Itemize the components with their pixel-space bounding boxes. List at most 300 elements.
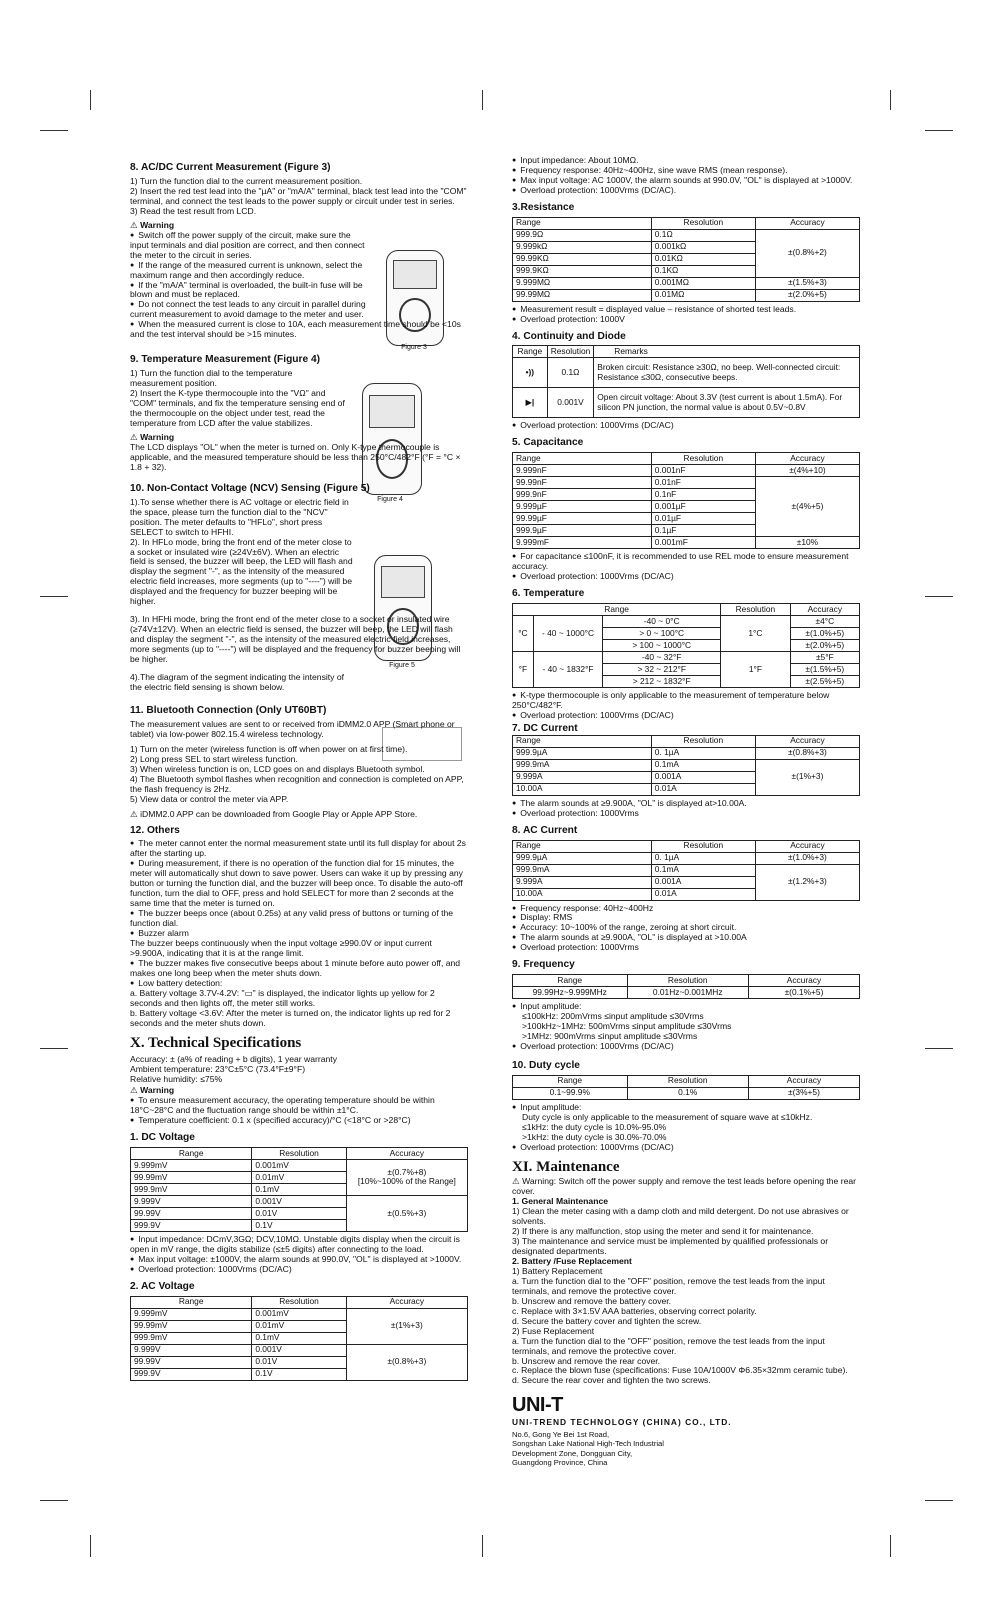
table-header-row xyxy=(513,840,860,852)
accuracy-cell: ±(2.0%+5) xyxy=(755,289,859,301)
column-header: Resolution xyxy=(651,453,755,465)
unit-cell: °C xyxy=(513,616,534,652)
range-cell: 99.99V xyxy=(131,1207,252,1219)
resistance-table xyxy=(512,217,860,302)
range-cell: 9.999µF xyxy=(513,501,652,513)
bullet-item: ● Overload protection: 1000V xyxy=(512,315,860,325)
remarks-cell: Broken circuit: Resistance ≥30Ω, no beep. Well-connected circuit: Resistance ≤30Ω, consecutive beeps. xyxy=(594,358,860,388)
table-row xyxy=(513,537,860,549)
column-header: Accuracy xyxy=(790,604,859,616)
accuracy-cell: ±(1.5%+5) xyxy=(790,664,859,676)
bullet-item: ● Overload protection: 1000Vrms (DC/AC) xyxy=(512,1042,860,1052)
resolution-cell: 0.01V xyxy=(252,1356,346,1368)
crop-mark xyxy=(925,1500,953,1501)
range-cell: 9.999mF xyxy=(513,537,652,549)
accuracy-cell: ±(1.0%+3) xyxy=(755,852,859,864)
resolution-cell: 0.001V xyxy=(252,1195,346,1207)
accuracy-cell: ±(2.5%+5) xyxy=(790,676,859,688)
range-cell: 99.99nF xyxy=(513,477,652,489)
range-cell: 99.99V xyxy=(131,1356,252,1368)
resolution-cell: 0.1KΩ xyxy=(651,265,755,277)
column-header: Resolution xyxy=(651,217,755,229)
column-header: Accuracy xyxy=(346,1147,467,1159)
step-line: 2). In HFLo mode, bring the front end of the meter close to a socket or insulated wire (≥24V±6V). When an electric field is sensed, the buzzer will beep, the LED will flash and display the segment "-", as the intensity of the measured electric field increases, more segments (up to "----") will be displayed and the frequency for buzzer beeping will be higher. xyxy=(130,536,353,607)
bullet-item: ● Low battery detection: xyxy=(130,979,468,989)
accuracy-note: [10%~100% of the Range] xyxy=(357,1176,456,1187)
bullet-item: ● The meter cannot enter the normal measurement state until its full display for about 2s after the starting up. xyxy=(130,839,468,859)
maintenance-line: 1) Battery Replacement xyxy=(512,1265,603,1276)
bullet-item: ● For capacitance ≤100nF, it is recommended to use REL mode to ensure measurement accuracy. xyxy=(512,552,860,572)
accuracy-cell: ±5°F xyxy=(790,652,859,664)
bullet-item: ● Buzzer alarm The buzzer beeps continuously when the input voltage ≥990.0V or input current >9.900A, indicating that it is at the range limit. xyxy=(130,929,468,959)
resolution-cell: 0.001µF xyxy=(651,501,755,513)
bullet-item: ● K-type thermocouple is only applicable to the measurement of temperature below 250°C/482°F. xyxy=(512,691,860,711)
range-cell: 9.999MΩ xyxy=(513,277,652,289)
note-line: >1kHz: the duty cycle is 30.0%-70.0% xyxy=(522,1131,667,1142)
warning-label: Warning xyxy=(140,219,175,230)
maintenance-line: a. Turn the function dial to the "OFF" position, remove the test leads from the input terminals, and remove the protective cover. xyxy=(512,1275,825,1296)
column-header: Range xyxy=(131,1147,252,1159)
figure-3-caption: Figure 3 xyxy=(401,344,427,351)
range-cell: 999.9mV xyxy=(131,1183,252,1195)
subrange-cell: > 32 ~ 212°F xyxy=(603,664,721,676)
bullet-item: ● When the measured current is close to 10A, each measurement time should be <10s and the test interval should be >15 minutes. xyxy=(130,320,468,340)
bullet-item: ● Max input voltage: AC 1000V, the alarm sounds at 990.0V, "OL" is displayed at >1000V. xyxy=(512,176,860,186)
accuracy-value: ±(0.7%+8) xyxy=(387,1166,427,1177)
bullet-item: ● The alarm sounds at ≥9.900A, "OL" is displayed at >10.00A xyxy=(512,933,860,943)
resolution-cell: 0.01V xyxy=(252,1207,346,1219)
diode-icon: ▶| xyxy=(513,388,548,418)
bullet-item: ● Overload protection: 1000Vrms (DC/AC) xyxy=(512,572,860,582)
accuracy-cell: ±(1.5%+3) xyxy=(755,277,859,289)
subrange-cell: > 212 ~ 1832°F xyxy=(603,676,721,688)
section-title: 4. Continuity and Diode xyxy=(512,330,626,342)
address-line: No.6, Gong Ye Bei 1st Road, xyxy=(512,1430,610,1440)
resolution-cell: 0.1µF xyxy=(651,525,755,537)
note-line: Duty cycle is only applicable to the measurement of square wave at ≤10kHz. xyxy=(522,1111,813,1122)
accuracy-cell: ±(1%+3) xyxy=(755,759,859,795)
bullet-item: ● Overload protection: 1000Vrms xyxy=(512,943,860,953)
bullet-item: ● Max input voltage: ±1000V, the alarm sounds at 990.0V, "OL" is displayed at >1000V. xyxy=(130,1255,468,1265)
maintenance-line: b. Unscrew and remove the battery cover. xyxy=(512,1295,672,1306)
resolution-cell: 0.1mV xyxy=(252,1332,346,1344)
resolution-cell: 0.1Ω xyxy=(547,358,594,388)
resolution-cell: 0.01KΩ xyxy=(651,253,755,265)
warning-label: Warning xyxy=(140,431,175,442)
table-header-row xyxy=(513,735,860,747)
table-row xyxy=(131,1344,468,1356)
table-header-row xyxy=(513,975,860,987)
crop-mark xyxy=(40,1048,68,1049)
table-row xyxy=(513,616,860,628)
column-header: Resolution xyxy=(547,346,594,358)
chapter-title: X. Technical Specifications xyxy=(130,1034,302,1051)
table-row xyxy=(513,852,860,864)
step-line: 1).To sense whether there is AC voltage or electric field in the space, please turn the function dial to the "NCV" position. The meter defaults to "HFLo", short press SELECT to switch to HFHI. xyxy=(130,496,349,537)
range-cell: 9.999V xyxy=(131,1344,252,1356)
accuracy-cell: ±(4%+10) xyxy=(755,465,859,477)
table-row xyxy=(513,864,860,876)
section-title: 3.Resistance xyxy=(512,201,575,213)
range-cell: - 40 ~ 1832°F xyxy=(533,652,602,688)
column-header: Accuracy xyxy=(755,840,859,852)
crop-mark xyxy=(890,1535,891,1557)
resolution-cell: 0.001mV xyxy=(252,1159,346,1171)
maintenance-line: a. Turn the function dial to the "OFF" position, remove the test leads from the input terminals, and remove the protective cover. xyxy=(512,1335,825,1356)
resolution-cell: 0. 1µA xyxy=(651,852,755,864)
resolution-cell: 0. 1µA xyxy=(651,747,755,759)
crop-mark xyxy=(90,1535,91,1557)
accuracy-cell: ±(3%+5) xyxy=(748,1087,859,1099)
crop-mark xyxy=(925,596,953,597)
resolution-cell: 0.001A xyxy=(651,771,755,783)
range-cell: 9.999kΩ xyxy=(513,241,652,253)
bullet-item: ● The alarm sounds at ≥9.900A, "OL" is displayed at>10.00A. xyxy=(512,799,860,809)
bullet-item: ● Display: RMS xyxy=(512,913,860,923)
accuracy-cell: ±(0.5%+3) xyxy=(346,1195,467,1231)
continuity-diode-table xyxy=(512,345,860,418)
resolution-cell: 1°F xyxy=(721,652,790,688)
bullet-item: ● Overload protection: 1000Vrms (DC/AC). xyxy=(512,186,860,196)
resolution-cell: 0.01A xyxy=(651,888,755,900)
crop-mark xyxy=(890,90,891,110)
chapter-title: XI. Maintenance xyxy=(512,1158,620,1175)
column-header: Accuracy xyxy=(748,1075,859,1087)
range-cell: 9.999mV xyxy=(131,1159,252,1171)
table-row xyxy=(513,747,860,759)
table-row xyxy=(513,229,860,241)
accuracy-cell: ±(2.0%+5) xyxy=(790,640,859,652)
warning-heading: ⚠ Warning xyxy=(130,431,175,442)
battery-line: a. Battery voltage 3.7V-4.2V: "▭" is displayed, the indicator lights up yellow for 2 seconds and then lights off, the meter still works. xyxy=(130,988,435,1008)
resolution-cell: 0.001V xyxy=(547,388,594,418)
column-header: Range xyxy=(513,453,652,465)
crop-mark xyxy=(482,1535,483,1557)
step-line: 2) Insert the red test lead into the "µA" or "mA/A" terminal, black test lead into the "COM" terminal, and connect the test leads to the power supply or circuit under test in series. xyxy=(130,185,467,206)
bullet-item: ● Overload protection: 1000Vrms (DC/AC) xyxy=(512,421,860,431)
range-cell: 0.1~99.9% xyxy=(513,1087,628,1099)
warning-label: Warning xyxy=(140,1085,175,1096)
resolution-cell: 0.01nF xyxy=(651,477,755,489)
range-cell: - 40 ~ 1000°C xyxy=(533,616,602,652)
temperature-note: The LCD displays "OL" when the meter is turned on. Only K-type thermocouple is applicable, and the measured temperature should be less than 250°C/482°F (°F = °C × 1.8 + 32). xyxy=(130,441,461,472)
table-row xyxy=(513,289,860,301)
company-address xyxy=(512,1430,860,1466)
unit-cell: °F xyxy=(513,652,534,688)
range-cell: 9.999A xyxy=(513,876,652,888)
brand-logo: UNI-T xyxy=(512,1394,563,1417)
step-line: 4) The Bluetooth symbol flashes when recognition and connection is completed on APP, the flash frequency is 2Hz. xyxy=(130,773,464,794)
ac-voltage-table xyxy=(130,1296,468,1381)
table-header-row xyxy=(513,217,860,229)
table-header-row xyxy=(513,1075,860,1087)
column-header: Accuracy xyxy=(346,1296,467,1308)
temperature-table xyxy=(512,603,860,688)
subrange-cell: > 0 ~ 100°C xyxy=(603,628,721,640)
warning-heading: ⚠ Warning xyxy=(130,1085,175,1096)
resolution-cell: 0.001mV xyxy=(252,1308,346,1320)
accuracy-cell: ±10% xyxy=(755,537,859,549)
step-line: 3) Read the test result from LCD. xyxy=(130,205,257,216)
warning-heading: ⚠ Warning xyxy=(130,219,175,230)
section-title: 10. Non-Contact Voltage (NCV) Sensing (Figure 5) xyxy=(130,482,370,494)
column-header: Resolution xyxy=(651,735,755,747)
bullet-item: ● Overload protection: 1000Vrms (DC/AC) xyxy=(130,1265,468,1275)
section-title: 7. DC Current xyxy=(512,722,578,734)
column-header: Range xyxy=(513,1075,628,1087)
resolution-cell: 0.001nF xyxy=(651,465,755,477)
column-header: Resolution xyxy=(627,1075,748,1087)
column-header: Resolution xyxy=(721,604,790,616)
column-header: Range xyxy=(513,604,721,616)
note-line: >1MHz: 900mVrms ≤input amplitude ≤30Vrms xyxy=(522,1031,698,1042)
remarks-cell: Open circuit voltage: About 3.3V (test current is about 1.5mA). For silicon PN junction, the normal value is about 0.5V~0.8V xyxy=(594,388,860,418)
range-cell: 999.9Ω xyxy=(513,229,652,241)
bullet-item: ● Overload protection: 1000Vrms (DC/AC) xyxy=(512,1143,860,1153)
resolution-cell: 0.1V xyxy=(252,1368,346,1380)
crop-mark xyxy=(90,90,91,110)
section-title: 8. AC Current xyxy=(512,824,578,836)
resolution-cell: 0.01mV xyxy=(252,1320,346,1332)
resolution-cell: 0.1nF xyxy=(651,489,755,501)
range-cell: 9.999nF xyxy=(513,465,652,477)
bullet-item: ● Input impedance: DCmV,3GΩ; DCV,10MΩ. Unstable digits display when the circuit is open in mV range, the digits stabilize (≤±5 digits) after connecting to the load. xyxy=(130,1235,468,1255)
subrange-cell: -40 ~ 32°F xyxy=(603,652,721,664)
range-cell: 99.99KΩ xyxy=(513,253,652,265)
resolution-cell: 0.01Hz~0.001MHz xyxy=(627,987,748,999)
table-row xyxy=(513,388,860,418)
spec-line: Ambient temperature: 23°C±5°C (73.4°F±9°F) xyxy=(130,1064,306,1075)
table-row xyxy=(513,759,860,771)
accuracy-cell: ±(0.8%+3) xyxy=(346,1344,467,1380)
resolution-cell: 0.01µF xyxy=(651,513,755,525)
resolution-cell: 0.1mA xyxy=(651,864,755,876)
bullet-item: ● If the "mA/A" terminal is overloaded, the built-in fuse will be blown and must be replaced. xyxy=(130,281,370,301)
maintenance-line: 2. Battery /Fuse Replacement xyxy=(512,1255,632,1266)
bullet-item: ● Frequency response: 40Hz~400Hz xyxy=(512,904,860,914)
address-line: Development Zone, Dongguan City, xyxy=(512,1448,633,1458)
accuracy-cell: ±(1%+3) xyxy=(346,1308,467,1344)
resolution-cell: 1°C xyxy=(721,616,790,652)
app-note: ⚠ iDMM2.0 APP can be downloaded from Google Play or Apple APP Store. xyxy=(130,808,418,819)
accuracy-cell: ±(0.1%+5) xyxy=(748,987,859,999)
range-cell: 999.9µF xyxy=(513,525,652,537)
accuracy-cell: ±4°C xyxy=(790,616,859,628)
column-header: Accuracy xyxy=(755,735,859,747)
column-header: Range xyxy=(513,840,652,852)
step-line: 2) Insert the K-type thermocouple into the "VΩ" and "COM" terminals, and fix the temperature sensing end of the thermocouple on the object under test, read the temperature from LCD after the value stabilizes. xyxy=(130,388,345,428)
resolution-cell: 0.001A xyxy=(651,876,755,888)
resolution-cell: 0.1Ω xyxy=(651,229,755,241)
range-cell: 999.9mA xyxy=(513,864,652,876)
resolution-cell: 0.001kΩ xyxy=(651,241,755,253)
section-title: 9. Frequency xyxy=(512,959,575,971)
maintenance-line: d. Secure the rear cover and tighten the two screws. xyxy=(512,1375,711,1386)
step-line: 4).The diagram of the segment indicating the intensity of the electric field sensing is shown below. xyxy=(130,672,345,693)
range-cell: 999.9V xyxy=(131,1368,252,1380)
column-header: Resolution xyxy=(252,1147,346,1159)
maintenance-line: 1) Clean the meter casing with a damp cloth and mild detergent. Do not use abrasives or solvents. xyxy=(512,1205,849,1226)
range-cell: 99.99Hz~9.999MHz xyxy=(513,987,628,999)
range-cell: 999.9mV xyxy=(131,1332,252,1344)
section-title: 5. Capacitance xyxy=(512,437,584,449)
step-line: 1) Turn the function dial to the temperature measurement position. xyxy=(130,368,293,389)
resolution-cell: 0.001V xyxy=(252,1344,346,1356)
table-row xyxy=(131,1195,468,1207)
note-line: >100kHz~1MHz: 500mVrms ≤input amplitude ≤30Vrms xyxy=(522,1021,732,1032)
section-title: 2. AC Voltage xyxy=(130,1280,195,1292)
spec-line: Relative humidity: ≤75% xyxy=(130,1074,223,1085)
frequency-table xyxy=(512,974,860,999)
range-cell: 99.99mV xyxy=(131,1171,252,1183)
figure-5-caption: Figure 5 xyxy=(389,662,415,669)
bullet-item: ● Frequency response: 40Hz~400Hz, sine wave RMS (mean response). xyxy=(512,166,860,176)
bullet-item: ● Accuracy: 10~100% of the range, zeroing at short circuit. xyxy=(512,923,860,933)
bullet-item: ● During measurement, if there is no operation of the function dial for 15 minutes, the meter will automatically shut down to save power. Users can wake it up by pressing any button or turning the function dial, and the buzzer will beep once. To disable the auto-off function, turn the dial to OFF, press and hold SELECT for more than 2 seconds at the same time that the meter is turned on. xyxy=(130,859,468,909)
accuracy-cell: ±(0.8%+3) xyxy=(755,747,859,759)
subrange-cell: -40 ~ 0°C xyxy=(603,616,721,628)
section-title: 11. Bluetooth Connection (Only UT60BT) xyxy=(130,705,327,717)
range-cell: 999.9V xyxy=(131,1219,252,1231)
dc-current-table xyxy=(512,735,860,796)
bullet-item: ● Measurement result = displayed value – resistance of shorted test leads. xyxy=(512,305,860,315)
bullet-item: ● Temperature coefficient: 0.1 x (specified accuracy)/°C (<18°C or >28°C) xyxy=(130,1116,468,1126)
column-header: Accuracy xyxy=(755,453,859,465)
dc-voltage-table xyxy=(130,1147,468,1232)
section-title: 9. Temperature Measurement (Figure 4) xyxy=(130,354,321,366)
duty-cycle-table xyxy=(512,1075,860,1100)
range-cell: 9.999mV xyxy=(131,1308,252,1320)
note-line: ≤1kHz: the duty cycle is 10.0%-95.0% xyxy=(522,1121,667,1132)
resolution-cell: 0.1V xyxy=(252,1219,346,1231)
accuracy-cell: ±(1.2%+3) xyxy=(755,864,859,900)
table-header-row xyxy=(513,604,860,616)
section-title: 1. DC Voltage xyxy=(130,1132,195,1144)
maintenance-warning-text: Warning: Switch off the power supply and remove the test leads before opening the rear cover. xyxy=(512,1176,857,1197)
resolution-cell: 0.1% xyxy=(627,1087,748,1099)
table-header-row xyxy=(131,1296,468,1308)
maintenance-line: 2) If there is any malfunction, stop using the meter and send it for maintenance. xyxy=(512,1225,814,1236)
column-header: Resolution xyxy=(252,1296,346,1308)
accuracy-cell: ±(1.0%+5) xyxy=(790,628,859,640)
range-cell: 9.999A xyxy=(513,771,652,783)
address-line: Guangdong Province, China xyxy=(512,1457,608,1467)
resolution-cell: 0.01MΩ xyxy=(651,289,755,301)
bullet-item: ● Overload protection: 1000Vrms (DC/AC) xyxy=(512,711,860,721)
step-line: 1) Turn on the meter (wireless function is off when power on at first time). xyxy=(130,743,408,754)
range-cell: 9.999V xyxy=(131,1195,252,1207)
capacitance-table xyxy=(512,452,860,549)
column-header: Resolution xyxy=(627,975,748,987)
maintenance-line: 1. General Maintenance xyxy=(512,1196,608,1207)
resolution-cell: 0.01mV xyxy=(252,1171,346,1183)
range-cell: 99.99µF xyxy=(513,513,652,525)
table-header-row xyxy=(513,346,860,358)
resolution-cell: 0.1mA xyxy=(651,759,755,771)
left-column xyxy=(130,156,468,1384)
accuracy-cell: ±(0.8%+2) xyxy=(755,229,859,277)
table-row xyxy=(513,652,860,664)
range-cell: 99.99MΩ xyxy=(513,289,652,301)
table-row xyxy=(513,358,860,388)
step-line: 1) Turn the function dial to the current measurement position. xyxy=(130,175,363,186)
table-header-row xyxy=(513,453,860,465)
bullet-item: ● If the range of the measured current is unknown, select the maximum range and then accordingly reduce. xyxy=(130,261,370,281)
range-cell: 999.9nF xyxy=(513,489,652,501)
accuracy-cell xyxy=(346,1159,467,1195)
crop-mark xyxy=(925,1048,953,1049)
column-header: Accuracy xyxy=(755,217,859,229)
column-header: Accuracy xyxy=(748,975,859,987)
note-line: ≤100kHz: 200mVrms ≤input amplitude ≤30Vrms xyxy=(522,1011,704,1022)
range-cell: 999.9KΩ xyxy=(513,265,652,277)
table-row xyxy=(513,987,860,999)
table-header-row xyxy=(131,1147,468,1159)
resolution-cell: 0.01A xyxy=(651,783,755,795)
bullet-item: ● Overload protection: 1000Vrms xyxy=(512,809,860,819)
ac-current-table xyxy=(512,840,860,901)
section-title: 10. Duty cycle xyxy=(512,1060,580,1072)
company-name: UNI-TREND TECHNOLOGY (CHINA) CO., LTD. xyxy=(512,1416,732,1427)
table-row xyxy=(513,1087,860,1099)
bullet-item: ● Switch off the power supply of the circuit, make sure the input terminals and dial position are correct, and then connect the meter to the circuit in series. xyxy=(130,231,370,261)
column-header: Range xyxy=(131,1296,252,1308)
crop-mark xyxy=(40,130,68,131)
resolution-cell: 0.1mV xyxy=(252,1183,346,1195)
range-cell: 99.99mV xyxy=(131,1320,252,1332)
crop-mark xyxy=(40,1500,68,1501)
range-cell: 10.00A xyxy=(513,888,652,900)
resolution-cell: 0.001mF xyxy=(651,537,755,549)
maintenance-line: b. Unscrew and remove the rear cover. xyxy=(512,1355,661,1366)
maintenance-line: 3) The maintenance and service must be implemented by qualified professionals or designated departments. xyxy=(512,1235,829,1256)
bullet-item: ● To ensure measurement accuracy, the operating temperature should be within 18°C~28°C and the fluctuation range should be within ±1°C. xyxy=(130,1096,468,1116)
bullet-item: ● Input amplitude: xyxy=(512,1103,860,1113)
section-title: 12. Others xyxy=(130,824,180,836)
table-row xyxy=(131,1308,468,1320)
section-title: 8. AC/DC Current Measurement (Figure 3) xyxy=(130,162,331,173)
bullet-item: ● The buzzer beeps once (about 0.25s) at any valid press of buttons or turning of the function dial. xyxy=(130,909,468,929)
column-header: Range xyxy=(513,735,652,747)
range-cell: 999.9mA xyxy=(513,759,652,771)
resolution-cell: 0.001MΩ xyxy=(651,277,755,289)
maintenance-line: d. Secure the battery cover and tighten the screw. xyxy=(512,1315,702,1326)
address-line: Songshan Lake National High-Tech Industrial xyxy=(512,1439,664,1449)
step-line: 2) Long press SEL to start wireless function. xyxy=(130,753,298,764)
spec-line: Accuracy: ± (a% of reading + b digits), 1 year warranty xyxy=(130,1054,337,1065)
step-line: 3) When wireless function is on, LCD goes on and displays Bluetooth symbol. xyxy=(130,763,425,774)
column-header: Remarks xyxy=(594,346,860,358)
range-cell: 10.00A xyxy=(513,783,652,795)
table-row xyxy=(513,465,860,477)
app-note-text: iDMM2.0 APP can be downloaded from Google Play or Apple APP Store. xyxy=(140,808,418,819)
range-cell: 999.9µA xyxy=(513,852,652,864)
table-row xyxy=(131,1159,468,1171)
section-title: 6. Temperature xyxy=(512,588,585,600)
crop-mark xyxy=(40,596,68,597)
column-header: Range xyxy=(513,975,628,987)
maintenance-line: 2) Fuse Replacement xyxy=(512,1325,595,1336)
subrange-cell: > 100 ~ 1000°C xyxy=(603,640,721,652)
continuity-icon: •)) xyxy=(513,358,548,388)
right-column xyxy=(512,156,860,1467)
step-line: 5) View data or control the meter via APP. xyxy=(130,793,289,804)
step-line: 3). In HFHi mode, bring the front end of the meter close to a socket or insulated wire (≥74V±12V). When an electric field is sensed, the buzzer will beep, the LED will flash and display the segment "-", as the intensity of the measured electric field increases, more segments (up to "----") will be displayed and the frequency for buzzer beeping will be higher. xyxy=(130,614,461,665)
bluetooth-intro: The measurement values are sent to or received from iDMM2.0 APP (Smart phone or tablet) via low-power 802.15.4 wireless technology. xyxy=(130,718,455,739)
bullet-item: ● The buzzer makes five consecutive beeps about 1 minute before auto power off, and makes one long beep when the meter shuts down. xyxy=(130,959,468,979)
column-header: Range xyxy=(513,346,548,358)
crop-mark xyxy=(482,90,483,110)
